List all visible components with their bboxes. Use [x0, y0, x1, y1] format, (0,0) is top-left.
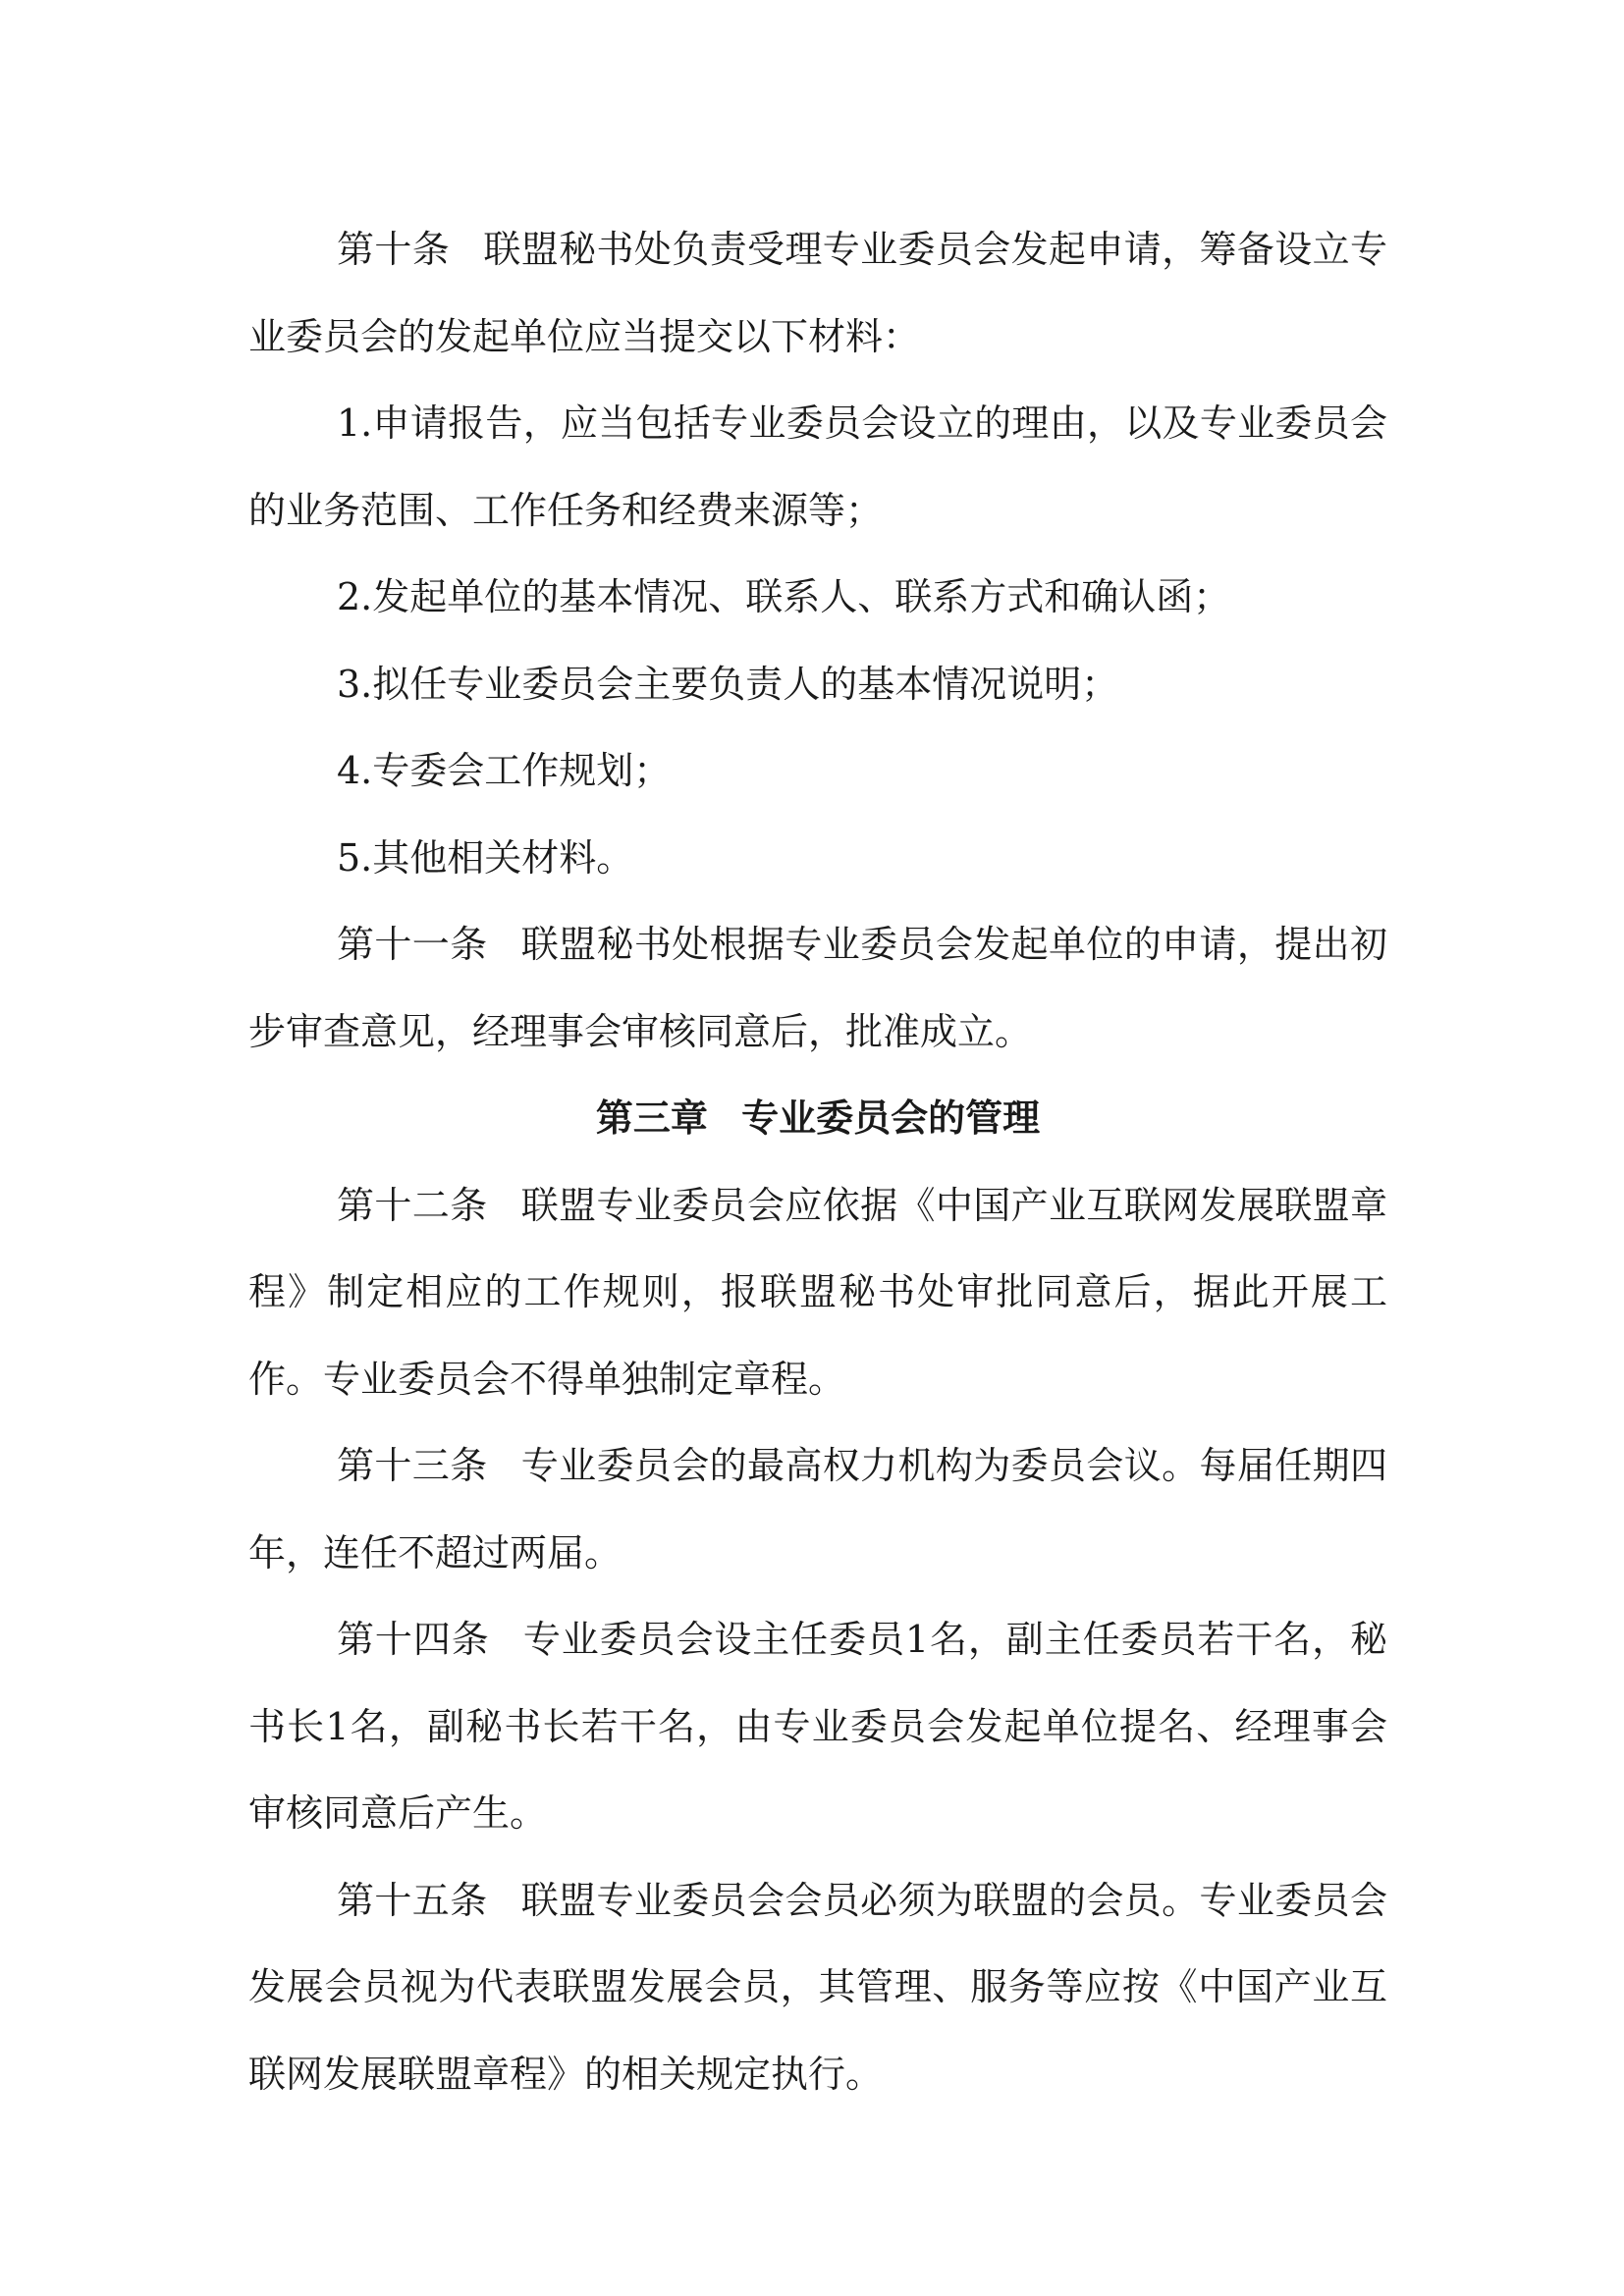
list-item-4: 4.专委会工作规划；: [337, 749, 672, 792]
article-11: [248, 901, 1387, 1075]
article-14: [248, 1596, 1387, 1857]
article-text: 专业委员会的最高权力机构为委员会议。每届任期四年，连任不超过两届。: [248, 1444, 1387, 1575]
document-body: [248, 206, 1387, 2117]
article-12: [248, 1162, 1387, 1423]
article-label: 第十三条: [337, 1444, 488, 1487]
list-item-3: 3.拟任专业委员会主要负责人的基本情况说明；: [337, 662, 1119, 706]
article-label: 第十四条: [337, 1618, 490, 1661]
chapter-title: 专业委员会的管理: [741, 1096, 1041, 1140]
article-text: 联盟秘书处根据专业委员会发起单位的申请，提出初步审查意见，经理事会审核同意后，批准成立。: [248, 923, 1387, 1053]
list-item-2: 2.发起单位的基本情况、联系人、联系方式和确认函；: [337, 575, 1231, 618]
article-label: 第十五条: [337, 1878, 488, 1922]
chapter-label: 第三章: [595, 1096, 708, 1140]
article-text: 联盟专业委员会应依据《中国产业互联网发展联盟章程》制定相应的工作规则，报联盟秘书处审批同意后，据此开展工作。专业委员会不得单独制定章程。: [248, 1183, 1387, 1401]
list-item-1: 1.申请报告，应当包括专业委员会设立的理由，以及专业委员会的业务范围、工作任务和经费来源等；: [248, 401, 1387, 532]
article-label: 第十条: [337, 228, 451, 271]
article-15: [248, 1857, 1387, 2118]
article-text: 专业委员会设主任委员1名，副主任委员若干名，秘书长1名，副秘书长若干名，由专业委员会发起单位提名、经理事会审核同意后产生。: [248, 1618, 1387, 1835]
article-13: [248, 1422, 1387, 1596]
chapter-heading: [248, 1075, 1387, 1162]
article-label: 第十一条: [337, 923, 488, 966]
article-text: 联盟秘书处负责受理专业委员会发起申请，筹备设立专业委员会的发起单位应当提交以下材料：: [248, 228, 1387, 358]
article-10: [248, 206, 1387, 380]
article-text: 联盟专业委员会会员必须为联盟的会员。专业委员会发展会员视为代表联盟发展会员，其管理、服务等应按《中国产业互联网发展联盟章程》的相关规定执行。: [248, 1878, 1387, 2096]
list-item-5: 5.其他相关材料。: [337, 835, 634, 880]
article-label: 第十二条: [337, 1183, 488, 1227]
